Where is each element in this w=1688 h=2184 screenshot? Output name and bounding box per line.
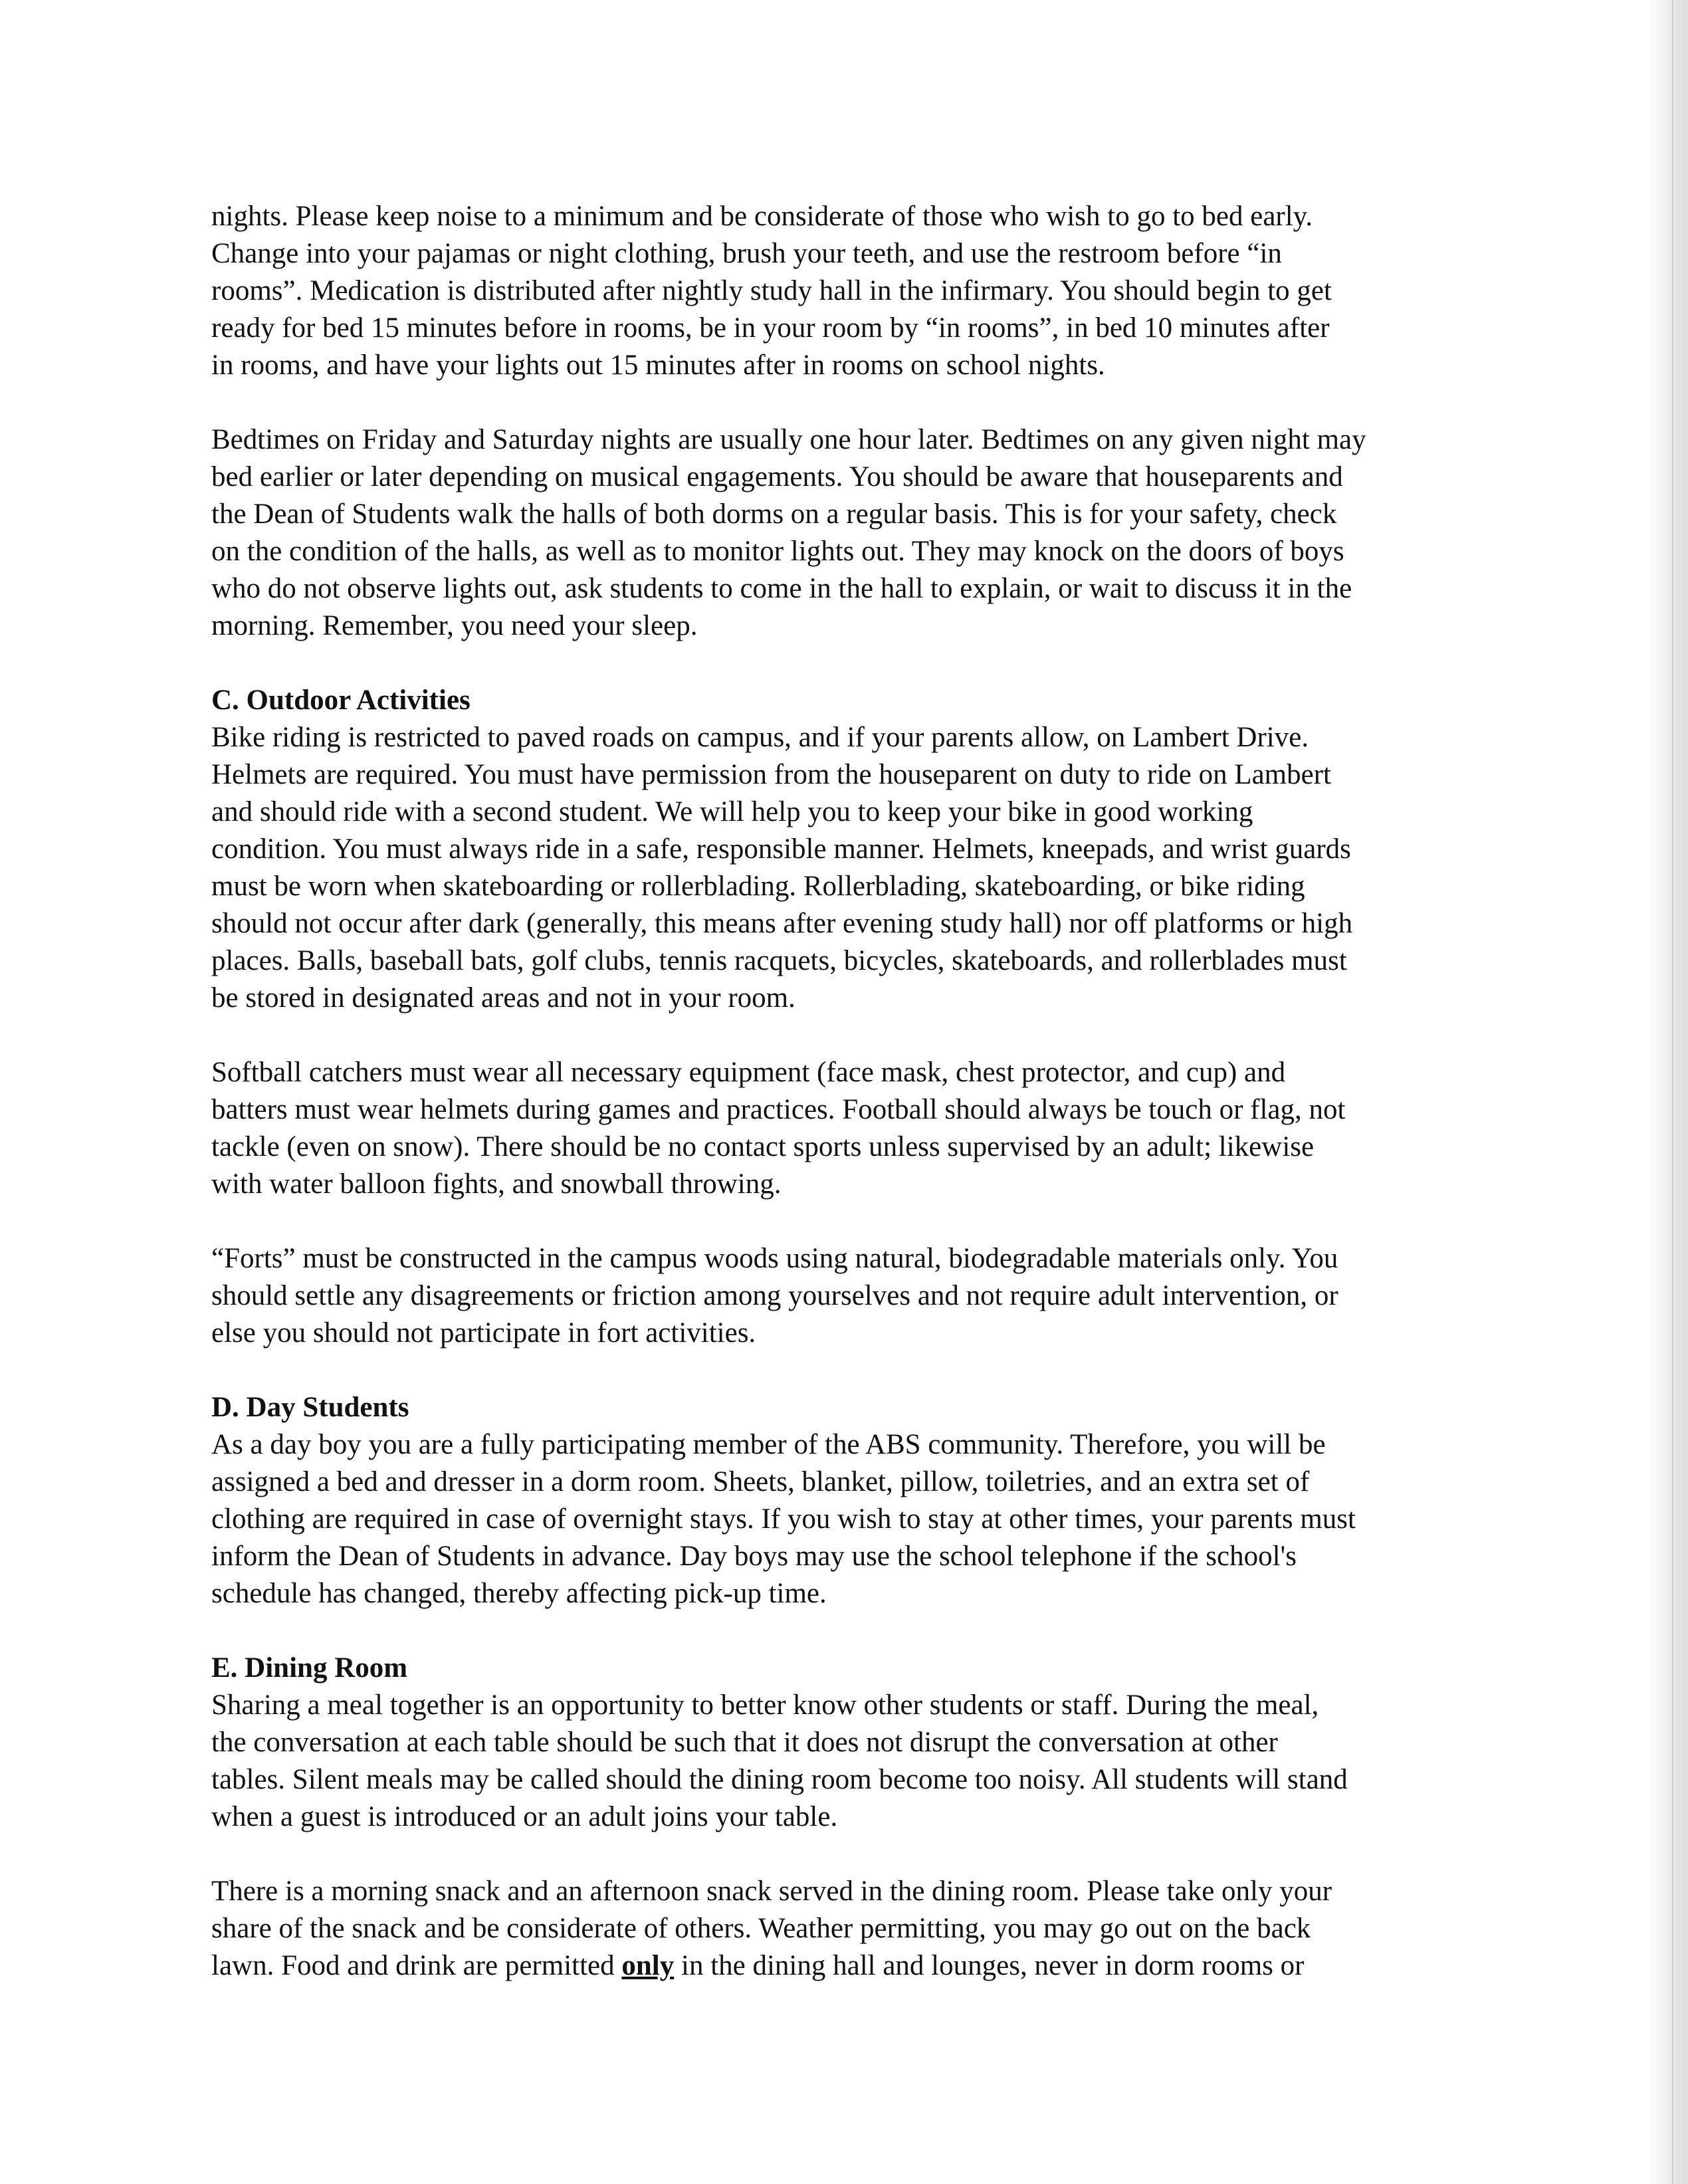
section-dining-room [211, 1650, 1527, 1985]
section-heading-day-students: D. Day Students [211, 1392, 409, 1423]
paragraph-snacks [211, 1873, 1527, 1985]
section-outdoor-activities [211, 682, 1527, 1352]
page-edge-shadow [1648, 0, 1688, 2184]
document-body [211, 198, 1527, 1985]
paragraph-weekend-bedtimes: Bedtimes on Friday and Saturday nights are usually one hour later. Bedtimes on any given night may bed earlier or later depending on musical engagements. You should be aware that houseparents and the Dean of Students walk the halls of both dorms on a regular basis. This is for your safety, check on the condition of the halls, as well as to monitor lights out. They may knock on the doors of boys who do not observe lights out, ask students to come in the hall to explain, or wait to discuss it in the morning. Remember, you need your sleep. [211, 424, 1366, 641]
paragraph-sharing-meal: Sharing a meal together is an opportunity to better know other students or staff. During the meal, the conversation at each table should be such that it does not disrupt the conversation at other tables. Silent meals may be called should the dining room become too noisy. All students will stand when a guest is introduced or an adult joins your table. [211, 1690, 1348, 1832]
section-day-students [211, 1389, 1527, 1612]
paragraph-day-boy: As a day boy you are a fully participating member of the ABS community. Therefore, you will be assigned a bed and dresser in a dorm room. Sheets, blanket, pillow, toiletries, and an extra set of clothing are required in case of overnight stays. If you wish to stay at other times, your parents must inform the Dean of Students in advance. Day boys may use the school telephone if the school's schedule has changed, thereby affecting pick-up time. [211, 1429, 1356, 1609]
only-emphasis: only [621, 1950, 675, 1981]
section-heading-outdoor-activities: C. Outdoor Activities [211, 685, 471, 716]
snacks-text-end: in the dining hall and lounges, never in dorm rooms or [674, 1950, 1305, 1981]
snacks-text-start: There is a morning snack and an afternoon snack served in the dining room. Please take only your share of the snack and be considerate of others. Weather permitting, you may go out on the back lawn. Food and drink are permitted [211, 1876, 1332, 1981]
paragraph-bike-riding: Bike riding is restricted to paved roads on campus, and if your parents allow, on Lambert Drive. Helmets are required. You must have permission from the houseparent on duty to ride on Lambert and should ride with a second student. We will help you to keep your bike in good working condition. You must always ride in a safe, responsible manner. Helmets, kneepads, and wrist guards must be worn when skateboarding or rollerblading. Rollerblading, skateboarding, or bike riding should not occur after dark (generally, this means after evening study hall) nor off platforms or high places. Balls, baseball bats, golf clubs, tennis racquets, bicycles, skateboards, and rollerblades must be stored in designated areas and not in your room. [211, 722, 1353, 1014]
page-edge-line [1672, 0, 1673, 2184]
paragraph-softball: Softball catchers must wear all necessary equipment (face mask, chest protector, and cup) and batters must wear helmets during games and practices. Football should always be touch or flag, not tackle (even on snow). There should be no contact sports unless supervised by an adult; likewise with water balloon fights, and snowball throwing. [211, 1057, 1346, 1200]
paragraph-bedtime-routine: nights. Please keep noise to a minimum and be considerate of those who wish to go to bed early. Change into your pajamas or night clothing, brush your teeth, and use the restroom before “in rooms”. Medication is distributed after nightly study hall in the infirmary. You should begin to get ready for bed 15 minutes before in rooms, be in your room by “in rooms”, in bed 10 minutes after in rooms, and have your lights out 15 minutes after in rooms on school nights. [211, 201, 1332, 381]
paragraph-forts: “Forts” must be constructed in the campus woods using natural, biodegradable materials only. You should settle any disagreements or friction among yourselves and not require adult intervention, or else you should not participate in fort activities. [211, 1243, 1338, 1349]
section-heading-dining-room: E. Dining Room [211, 1652, 408, 1684]
